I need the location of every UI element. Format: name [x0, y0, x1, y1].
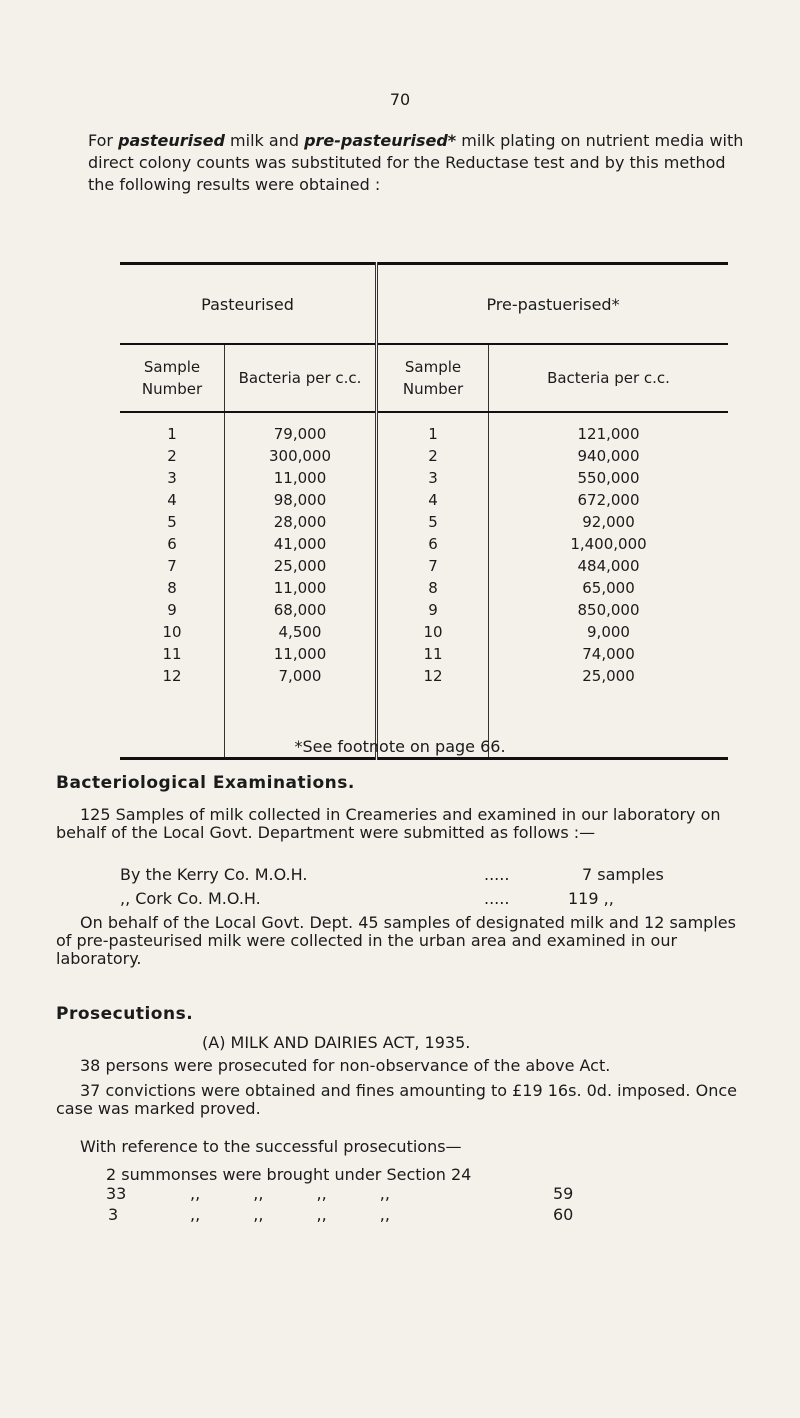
page-number: 70: [389, 90, 411, 109]
table-row: [120, 412, 728, 445]
cell: 28,000: [225, 511, 377, 533]
col-header-bacteria: Bacteria per c.c.: [225, 344, 377, 412]
kerry-value: 7 samples: [582, 865, 664, 884]
cell: 2: [377, 445, 489, 467]
cork-value: 119 ,,: [568, 889, 614, 908]
col-header-bacteria-2: Bacteria per c.c.: [489, 344, 729, 412]
cork-dots: .....: [484, 889, 510, 908]
col-header-sample-number: Sample Number: [120, 344, 225, 412]
cell: 672,000: [489, 489, 729, 511]
prosecuted-paragraph: 38 persons were prosecuted for non-observance of the above Act.: [80, 1056, 611, 1075]
summons-line-2-ditto: ,, ,, ,, ,,: [190, 1184, 390, 1203]
cell: 25,000: [225, 555, 377, 577]
group-header-pasteurised: Pasteurised: [120, 264, 377, 345]
cell: 65,000: [489, 577, 729, 599]
cell: 92,000: [489, 511, 729, 533]
cell: 79,000: [225, 412, 377, 445]
table-row: [120, 445, 728, 467]
cell: 1: [167, 425, 177, 443]
cell: 3: [167, 469, 177, 487]
cell: 9,000: [489, 621, 729, 643]
cell: 940,000: [489, 445, 729, 467]
column-header-row: [120, 344, 728, 412]
cell: 10: [377, 621, 489, 643]
cell: 6: [167, 535, 177, 553]
cell: 121,000: [489, 412, 729, 445]
intro-text-1: For: [88, 131, 119, 150]
cell: 11: [377, 643, 489, 665]
intro-em-prepasteurised: pre-pasteurised*: [304, 131, 457, 150]
cell: 11: [162, 645, 182, 663]
bacteriological-heading: Bacteriological Examinations.: [56, 773, 355, 793]
cell: 550,000: [489, 467, 729, 489]
kerry-label: By the Kerry Co. M.O.H.: [120, 865, 308, 884]
bacteriological-paragraph: 125 Samples of milk collected in Creameries and examined in our laboratory on behalf of the Local Govt. Department were submitted as follows :—: [56, 805, 721, 842]
cell: 7,000: [225, 665, 377, 687]
cell: 850,000: [489, 599, 729, 621]
cell: 98,000: [225, 489, 377, 511]
group-header-row: [120, 264, 728, 345]
intro-paragraph: [88, 130, 748, 196]
cell: 1: [377, 412, 489, 445]
intro-text-2: milk and: [224, 131, 305, 150]
table-row: [120, 533, 728, 555]
table-row: [120, 489, 728, 511]
cell: 10: [162, 623, 182, 641]
designated-milk-paragraph: On behalf of the Local Govt. Dept. 45 samples of designated milk and 12 samples of pre-pasteurised milk were collected in the urban area and examined in our laboratory.: [56, 913, 736, 968]
cell: 2: [167, 447, 177, 465]
cell: 12: [162, 667, 182, 685]
successful-prosecutions-text: With reference to the successful prosecutions—: [80, 1137, 462, 1156]
summons-line-2-section: 59: [553, 1184, 574, 1203]
cell: 12: [377, 665, 489, 687]
prosecutions-heading: Prosecutions.: [56, 1004, 194, 1024]
cell: 74,000: [489, 643, 729, 665]
cell: 1,400,000: [489, 533, 729, 555]
cell: 4,500: [225, 621, 377, 643]
kerry-dots: .....: [484, 865, 510, 884]
cell: 6: [377, 533, 489, 555]
summons-line-1: 2 summonses were brought under Section 24: [106, 1165, 472, 1184]
results-table: [120, 262, 728, 760]
summons-line-3-ditto: ,, ,, ,, ,,: [190, 1205, 390, 1224]
table-row: [120, 621, 728, 643]
cell: 4: [377, 489, 489, 511]
convictions-paragraph: 37 convictions were obtained and fines amounting to £19 16s. 0d. imposed. Once case was marked proved.: [56, 1081, 737, 1118]
cell: 7: [377, 555, 489, 577]
cork-label: ,, Cork Co. M.O.H.: [120, 889, 261, 908]
summons-line-3-count: 3: [108, 1205, 119, 1224]
table-row: [120, 599, 728, 621]
cell: 11,000: [225, 467, 377, 489]
cell: 9: [377, 599, 489, 621]
cell: 8: [167, 579, 177, 597]
table-row: [120, 467, 728, 489]
cell: 11,000: [225, 643, 377, 665]
cell: 68,000: [225, 599, 377, 621]
table-row: [120, 555, 728, 577]
summons-line-2-count: 33: [106, 1184, 127, 1203]
cell: 8: [377, 577, 489, 599]
cell: 3: [377, 467, 489, 489]
cell: 9: [167, 601, 177, 619]
table-row: [120, 665, 728, 687]
cell: 25,000: [489, 665, 729, 687]
cell: 11,000: [225, 577, 377, 599]
table-row: [120, 643, 728, 665]
milk-dairies-act-title: (A) MILK AND DAIRIES ACT, 1935.: [202, 1033, 471, 1052]
cell: 5: [377, 511, 489, 533]
table-footnote: *See footnote on page 66.: [294, 737, 506, 756]
cell: 300,000: [225, 445, 377, 467]
cell: 4: [167, 491, 177, 509]
col-header-sample-number-2: Sample Number: [377, 344, 489, 412]
intro-text-3: milk plating on nutrient media with direct colony counts was substituted for the Reductase test and by this method the following results were obtained :: [88, 131, 744, 194]
cell: 7: [167, 557, 177, 575]
summons-line-3-section: 60: [553, 1205, 574, 1224]
group-header-prepasteurised: Pre-pastuerised*: [377, 264, 729, 345]
cell: 5: [167, 513, 177, 531]
cell: 484,000: [489, 555, 729, 577]
table-row: [120, 511, 728, 533]
table-row: [120, 577, 728, 599]
intro-em-pasteurised: pasteurised: [118, 131, 225, 150]
cell: 41,000: [225, 533, 377, 555]
